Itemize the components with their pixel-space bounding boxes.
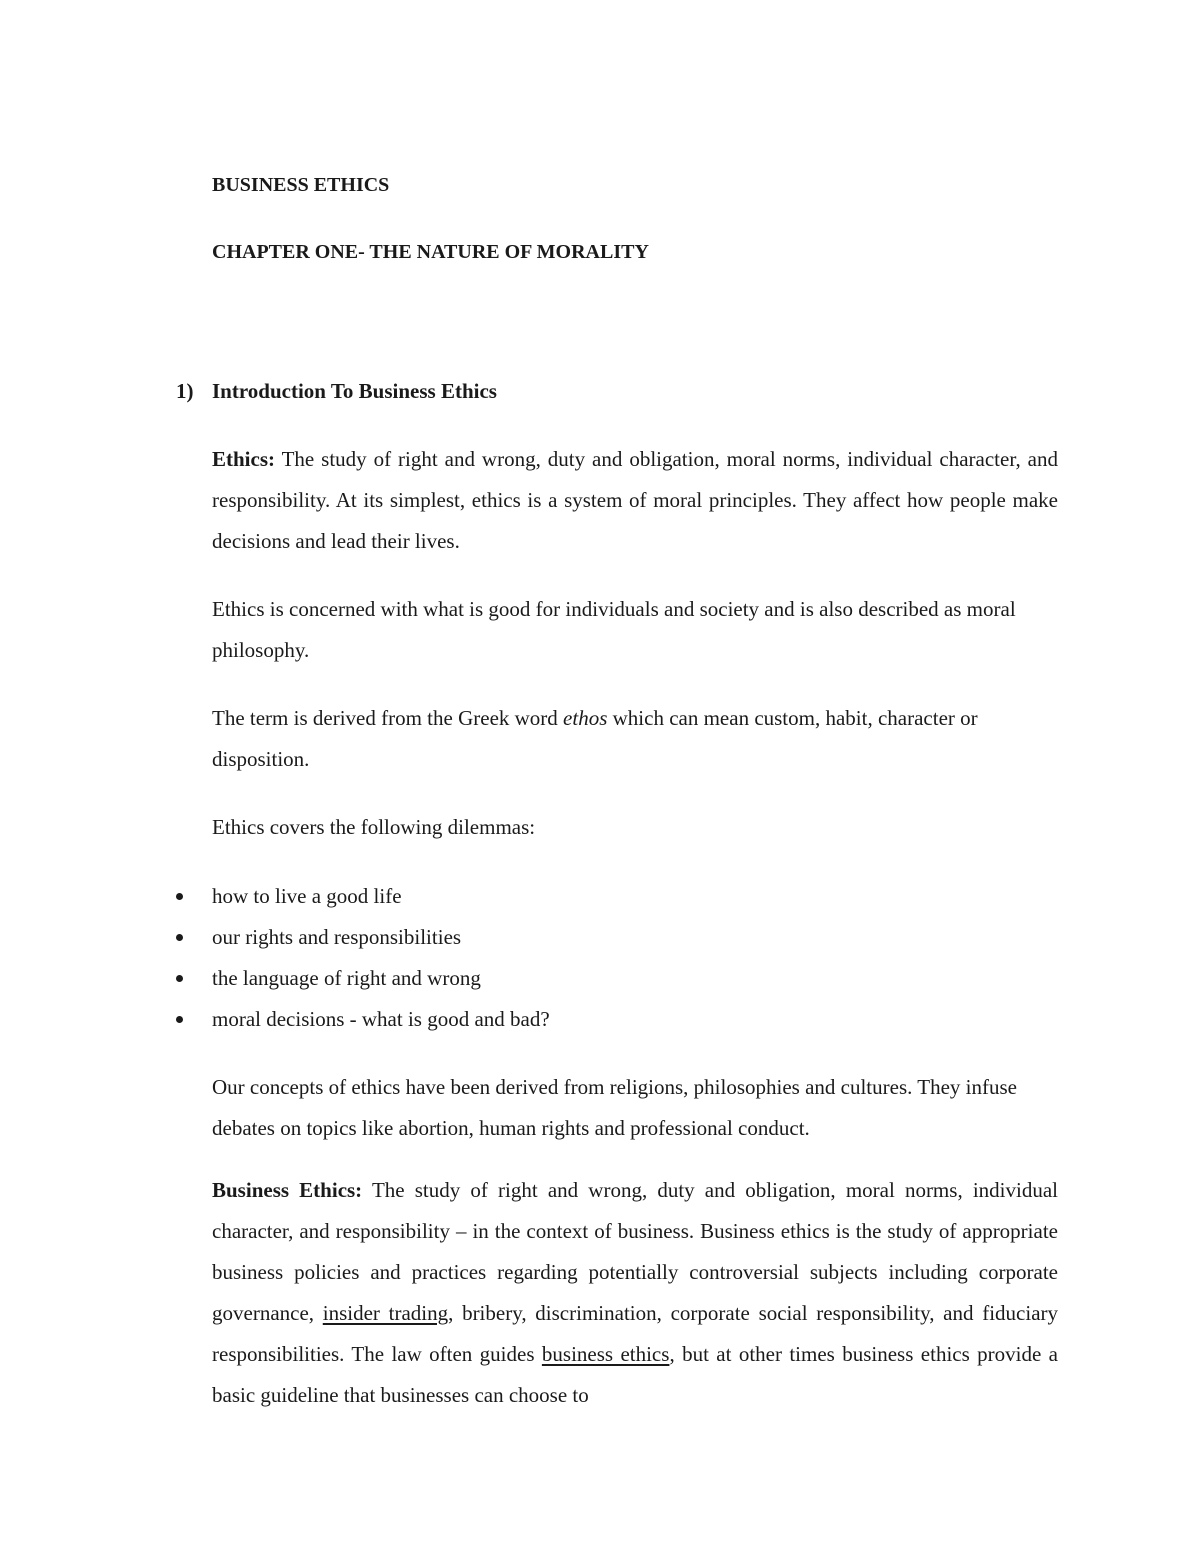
- business-ethics-link[interactable]: business ethics: [541, 1342, 670, 1366]
- list-item: the language of right and wrong: [176, 958, 550, 999]
- list-item: our rights and responsibilities: [176, 917, 550, 958]
- business-ethics-text-2: , bribery, discrimination, corporate social responsibility, and fiduciary responsibilities. The law often guides: [212, 1301, 1059, 1366]
- ethos-text-before: The term is derived from the Greek word: [212, 706, 564, 730]
- list-item: how to live a good life: [176, 876, 550, 917]
- business-ethics-term: Business Ethics:: [212, 1178, 363, 1202]
- ethics-concepts-paragraph: Our concepts of ethics have been derived from religions, philosophies and cultures. They infuse debates on topics like abortion, human rights and professional conduct.: [212, 1075, 1017, 1140]
- ethos-word: ethos: [563, 706, 608, 730]
- section-heading-text: Introduction To Business Ethics: [212, 379, 497, 403]
- ethos-text-after: which can mean custom, habit, character or disposition.: [212, 706, 978, 771]
- business-ethics-definition-paragraph: [212, 1170, 1058, 1416]
- ethics-definition-paragraph: [212, 439, 1058, 562]
- dilemmas-list: [176, 876, 550, 1040]
- document-title: BUSINESS ETHICS: [212, 174, 390, 196]
- bullet-icon: [176, 975, 183, 982]
- list-item: moral decisions - what is good and bad?: [176, 999, 550, 1040]
- insider-trading-link[interactable]: insider trading: [322, 1301, 449, 1325]
- bullet-icon: [176, 934, 183, 941]
- bullet-icon: [176, 893, 183, 900]
- ethics-definition-text: The study of right and wrong, duty and obligation, moral norms, individual character, and responsibility. At its simplest, ethics is a system of moral principles. They affect how people make decisions and lead their lives.: [212, 447, 1058, 553]
- ethics-term: Ethics:: [212, 447, 275, 471]
- bullet-icon: [176, 1016, 183, 1023]
- section-number: 1): [176, 379, 194, 403]
- section-heading: [176, 378, 497, 404]
- dilemmas-intro: Ethics covers the following dilemmas:: [212, 815, 536, 839]
- ethos-paragraph: [212, 698, 1058, 780]
- ethics-concern-paragraph: Ethics is concerned with what is good for individuals and society and is also described as moral philosophy.: [212, 597, 1016, 662]
- business-ethics-text-1: The study of right and wrong, duty and obligation, moral norms, individual character, and responsibility – in the context of business. Business ethics is the study of appropriate business policies and practices regarding potentially controversial subjects including corporate governance,: [212, 1178, 1058, 1325]
- business-ethics-text-3: , but at other times business ethics provide a basic guideline that businesses can choose to: [212, 1342, 1059, 1407]
- chapter-title: CHAPTER ONE- THE NATURE OF MORALITY: [212, 241, 649, 263]
